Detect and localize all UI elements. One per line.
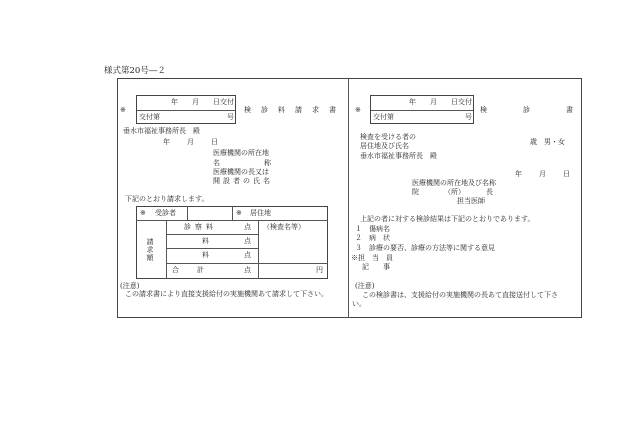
left-head-label: 医療機関の長又は [213, 168, 269, 176]
right-date: 年 月 日 [515, 170, 571, 178]
claim-row-1-unit: 点 [244, 223, 251, 231]
yen-unit: 円 [316, 266, 323, 274]
institution-location-name-label: 医療機関の所在地及び名称 [412, 179, 496, 187]
left-name-label-row [213, 159, 315, 167]
left-note-title: (注意) [120, 282, 140, 290]
hospital-right: 長 [486, 188, 493, 196]
result-item-1: １ 傷病名 [355, 225, 390, 233]
claim-table-hrule-1 [136, 220, 328, 221]
right-issue-date: 年 月 日交付 [409, 98, 472, 106]
left-issue-number-suffix: 号 [227, 113, 234, 121]
claim-row-1-label: 診察料 [184, 223, 217, 231]
right-note-title: (注意) [355, 282, 375, 290]
center-divider [348, 78, 349, 318]
examinee-age-sex: 歳 男・女 [530, 138, 565, 146]
left-founder-label: 開設者の氏名 [213, 177, 273, 185]
right-issue-number-label: 交付第 [373, 113, 394, 121]
claim-row-total-label: 合計 [172, 266, 222, 274]
doctor-label: 担当医師 [457, 197, 485, 205]
hospital-left: 院 [412, 188, 419, 196]
result-item-2: ２ 病 状 [355, 234, 390, 242]
claim-table-vrule-recipient [187, 206, 188, 220]
claim-row-2-label: 料 [202, 237, 209, 245]
residence-marker: ※ [236, 209, 242, 217]
claim-table-hrule-3 [166, 248, 258, 249]
claim-table-hrule-2 [166, 234, 258, 235]
examinee-label: 検査を受ける者の [360, 133, 416, 141]
left-issue-date: 年 月 日交付 [171, 98, 234, 106]
claim-table-vrule-exam [258, 220, 259, 279]
right-note-text-2: い。 [352, 300, 366, 308]
claim-table-vrule-residence [232, 206, 233, 220]
claim-table-vrule-header [166, 220, 167, 279]
result-intro: 上記の者に対する検診結果は下記のとおりであります。 [360, 215, 535, 223]
form-number: 様式第20号―２ [104, 66, 166, 76]
left-issue-box-divider [137, 110, 235, 111]
right-title: 検診書 [480, 106, 609, 114]
claim-row-total-unit: 点 [244, 266, 251, 274]
examinee-residence-name-label: 居住地及び氏名 [360, 142, 409, 150]
right-issue-box-divider [371, 110, 473, 111]
left-institution-address-label: 医療機関の所在地 [213, 149, 269, 157]
left-issue-number-label: 交付第 [139, 113, 160, 121]
left-intro: 下記のとおり請求します。 [125, 195, 209, 203]
right-issue-marker: ※ [355, 106, 361, 114]
left-title: 検診料請求書 [244, 106, 346, 114]
left-name-label: 名称 [213, 159, 315, 167]
result-item-3: ３ 診療の要否、診療の方法等に関する意見 [355, 244, 495, 252]
left-date: 年 月 日 [163, 138, 219, 146]
recipient-marker: ※ [140, 209, 146, 217]
right-note-text-1: この検診書は、支援給付の実施機関の長あて直接送付して下さ [362, 291, 558, 299]
right-issue-number-suffix: 号 [465, 113, 472, 121]
exam-name-label: （検査名等） [263, 223, 305, 231]
claim-table-hrule-4 [166, 263, 328, 264]
left-addressee: 垂水市福祉事務所長 殿 [123, 127, 200, 135]
claim-row-3-label: 料 [202, 251, 209, 259]
right-addressee: 垂水市福祉事務所長 殿 [360, 152, 437, 160]
staff-line-2: 記 事 [362, 263, 390, 271]
recipient-label: 受診者 [155, 209, 176, 217]
claim-amount-header: 請求額 [146, 238, 154, 262]
left-note-text: この請求書により直接支援給付の実施機関あて請求して下さい。 [125, 290, 328, 298]
residence-label: 居住地 [250, 209, 271, 217]
claim-row-2-unit: 点 [244, 237, 251, 245]
left-issue-marker: ※ [120, 106, 126, 114]
claim-row-3-unit: 点 [244, 251, 251, 259]
hospital-mid: （所） [444, 188, 465, 196]
staff-line: ※担 当 員 [351, 254, 393, 262]
